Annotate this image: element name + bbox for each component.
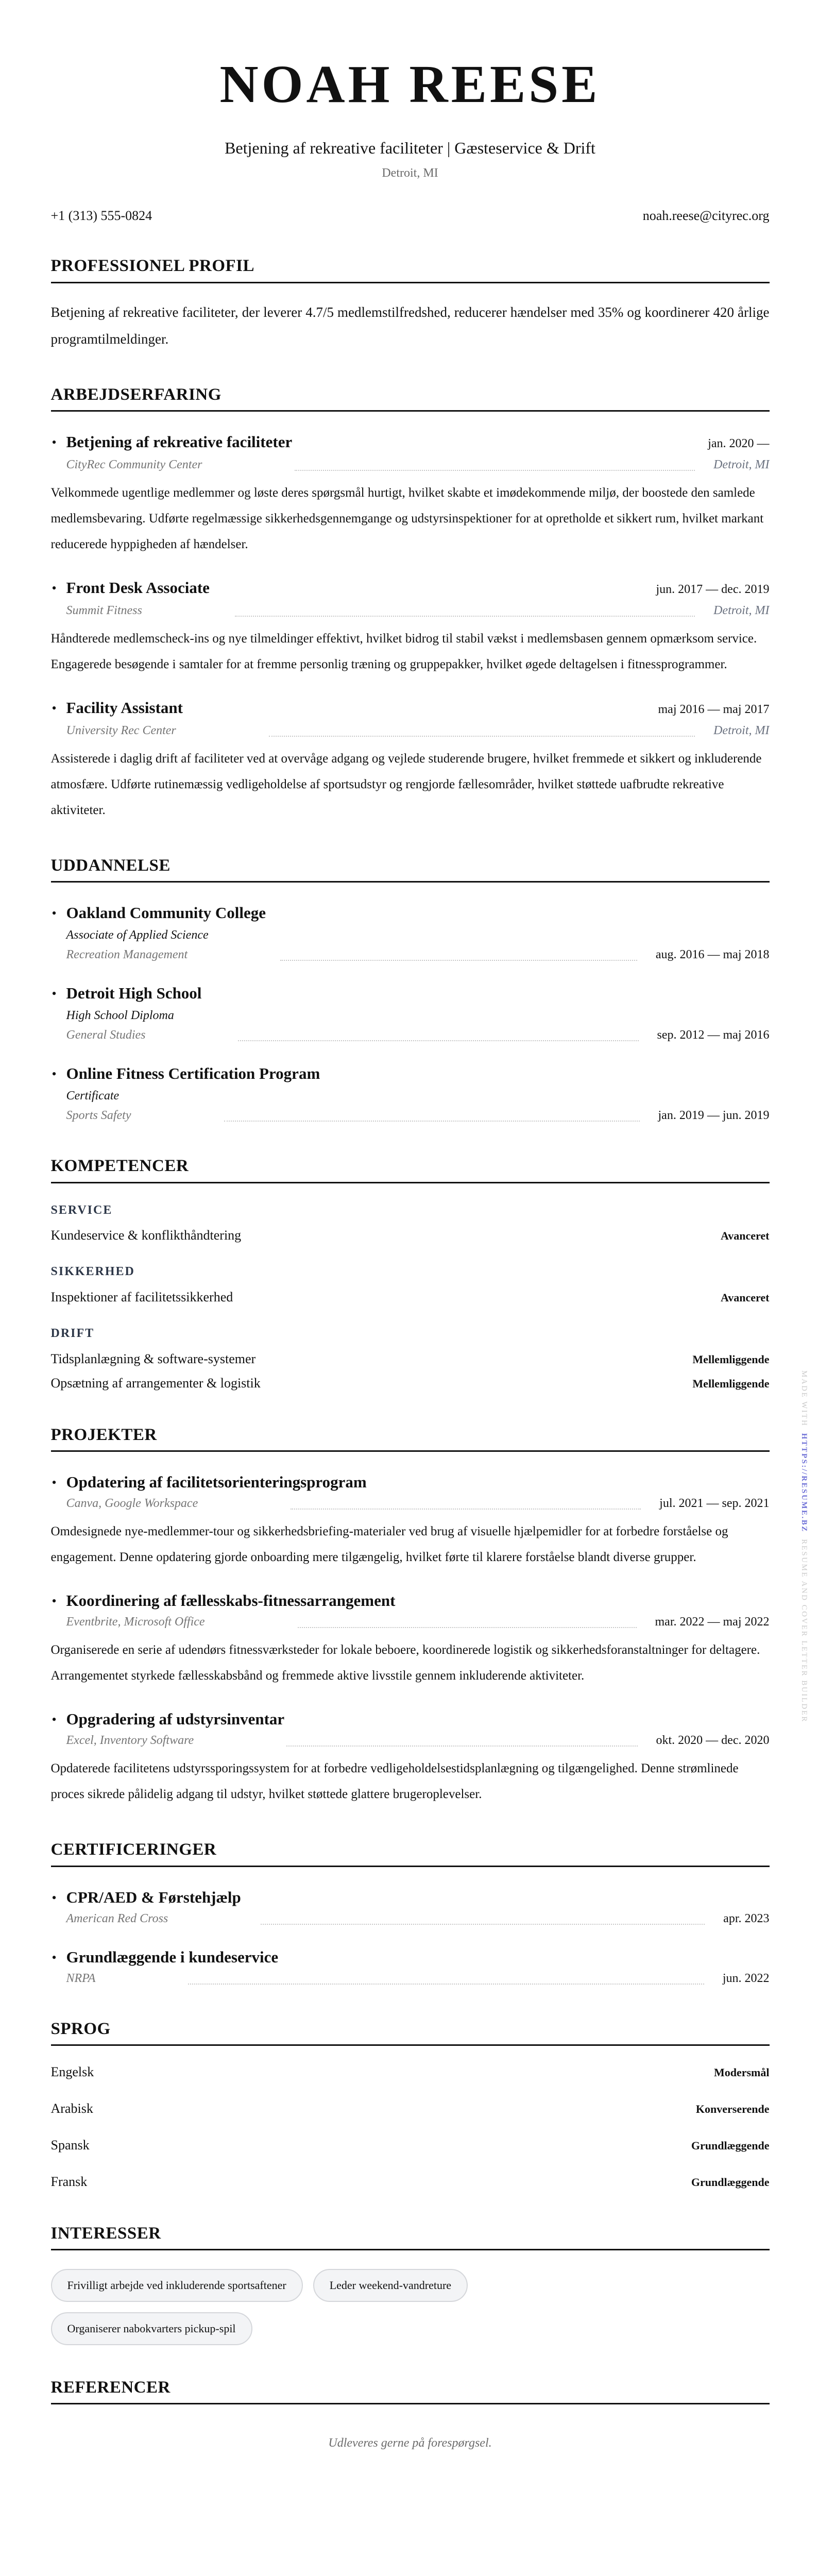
- phone-number[interactable]: +1 (313) 555-0824: [50, 208, 152, 224]
- contact-row: [51, 208, 770, 224]
- language-row: [51, 2137, 770, 2155]
- bullet-icon: •: [52, 434, 57, 450]
- job-description: Velkommede ugentlige medlemmer og løste deres spørgsmål hurtigt, hvilket skabte et imødekommende miljø, der boostede den samlede medlemsbevaring. Udførte regelmæssige sikkerhedsgennemgange og udstyrsinspektioner for at opretholde et sikkert rum, hvilket markant reducerede hyppigheden af hændelser.: [50, 485, 764, 551]
- language-level: Konverserende: [695, 2102, 770, 2115]
- dotted-leader: [298, 1627, 637, 1628]
- project-item: [51, 1591, 770, 1689]
- language-level: Modersmål: [713, 2065, 770, 2079]
- language-row: [51, 2173, 770, 2191]
- bullet-icon: •: [52, 1890, 57, 1905]
- language-row: [51, 2063, 770, 2081]
- skill-name: Inspektioner af facilitetssikkerhed: [50, 1290, 233, 1305]
- projects-section: [51, 1426, 770, 1807]
- school-name: Oakland Community College: [66, 904, 266, 922]
- job-location: Detroit, MI: [713, 723, 770, 737]
- experience-item: [51, 432, 770, 557]
- degree: High School Diploma: [66, 1009, 174, 1023]
- project-name: Koordinering af fællesskabs-fitnessarrangement: [66, 1591, 396, 1610]
- job-title: Front Desk Associate: [66, 578, 210, 597]
- bullet-icon: •: [52, 906, 57, 921]
- skill-name: Kundeservice & konflikthåndtering: [50, 1228, 242, 1243]
- dotted-leader: [238, 1040, 638, 1041]
- language-level: Grundlæggende: [691, 2139, 770, 2152]
- language-name: Fransk: [50, 2174, 88, 2189]
- degree: Associate of Applied Science: [66, 928, 209, 942]
- language-name: Engelsk: [50, 2064, 94, 2079]
- header-location: Detroit, MI: [382, 166, 438, 180]
- job-dates: maj 2016 — maj 2017: [658, 702, 770, 716]
- section-title-education: UDDANNELSE: [51, 856, 770, 883]
- section-title-interests: INTERESSER: [51, 2224, 770, 2250]
- skill-name: Opsætning af arrangementer & logistik: [50, 1375, 261, 1391]
- project-dates: mar. 2022 — maj 2022: [655, 1615, 770, 1629]
- skill-row: [51, 1375, 770, 1393]
- skill-name: Tidsplanlægning & software-systemer: [50, 1351, 256, 1366]
- headline: Betjening af rekreative faciliteter | Gæsteservice & Drift: [225, 139, 595, 157]
- skill-row: [51, 1350, 770, 1368]
- experience-item: [51, 578, 770, 677]
- skill-row: [51, 1289, 770, 1307]
- job-title: Facility Assistant: [66, 698, 183, 717]
- email-address[interactable]: noah.reese@cityrec.org: [642, 208, 770, 224]
- school-name: Detroit High School: [66, 984, 202, 1003]
- project-name: Opdatering af facilitetsorienteringsprogram: [66, 1473, 367, 1492]
- language-level: Grundlæggende: [691, 2175, 770, 2189]
- skill-category-service: SERVICE: [50, 1203, 113, 1217]
- dotted-leader: [291, 1509, 641, 1510]
- education-item: [51, 903, 770, 963]
- dotted-leader: [286, 1745, 637, 1747]
- bullet-icon: •: [52, 700, 57, 716]
- skill-level: Avanceret: [721, 1229, 770, 1243]
- certification-name: CPR/AED & Førstehjælp: [66, 1888, 241, 1906]
- watermark-link[interactable]: HTTPS://RESUME.BZ: [800, 1433, 808, 1533]
- watermark-suffix: RESUME AND COVER LETTER BUILDER: [800, 1539, 808, 1723]
- skill-row: [51, 1227, 770, 1245]
- job-title: Betjening af rekreative faciliteter: [66, 432, 293, 451]
- candidate-name: NOAH REESE: [219, 55, 601, 114]
- bullet-icon: •: [52, 580, 57, 596]
- section-title-certifications: CERTIFICERINGER: [51, 1840, 770, 1867]
- bullet-icon: •: [52, 1712, 57, 1727]
- bullet-icon: •: [52, 1475, 57, 1490]
- job-location: Detroit, MI: [713, 457, 770, 471]
- field-of-study: General Studies: [66, 1028, 146, 1042]
- dotted-leader: [235, 616, 695, 617]
- education-item: [51, 1064, 770, 1124]
- experience-item: [51, 698, 770, 823]
- skill-category-operations: DRIFT: [50, 1327, 95, 1341]
- certification-item: [51, 1947, 770, 1987]
- section-title-languages: SPROG: [51, 2020, 770, 2046]
- project-item: [51, 1472, 770, 1570]
- profile-summary: Betjening af rekreative faciliteter, der leverer 4.7/5 medlemstilfredshed, reducerer hændelser med 35% og koordinerer 420 årlige programtilmeldinger.: [50, 304, 770, 347]
- resume-page: [51, 0, 770, 2555]
- language-row: [51, 2100, 770, 2118]
- company-name: CityRec Community Center: [66, 457, 202, 471]
- job-description: Håndterede medlemscheck-ins og nye tilmeldinger effektivt, hvilket bidrog til stabil vækst i medlemsbasen gennem opmærksom service. Engagerede besøgende i samtaler for at fremme personlig træning og gruppepakker, hvilket øgede deltagelsen i fitnessprogrammer.: [50, 631, 757, 671]
- dotted-leader: [188, 1984, 704, 1985]
- certification-issuer: NRPA: [66, 1971, 96, 1985]
- education-dates: sep. 2012 — maj 2016: [657, 1028, 770, 1042]
- language-name: Spansk: [50, 2137, 90, 2153]
- bullet-icon: •: [52, 1066, 57, 1082]
- job-dates: jan. 2020 —: [708, 436, 770, 450]
- skill-level: Avanceret: [721, 1291, 770, 1304]
- skill-category-safety: SIKKERHED: [50, 1265, 135, 1279]
- project-description: Opdaterede facilitetens udstyrssporingssystem for at forbedre vedligeholdelsestidsplanlægning og tilgængelighed. Denne strømlinede proces sikrede pålidelig adgang til udstyr, hvilket støttede glattere brugeroplevelser.: [50, 1761, 739, 1802]
- dotted-leader: [280, 960, 637, 961]
- section-title-references: REFERENCER: [51, 2378, 770, 2404]
- project-tools: Eventbrite, Microsoft Office: [66, 1615, 205, 1629]
- dotted-leader: [269, 736, 695, 737]
- education-section: [51, 856, 770, 1124]
- company-name: University Rec Center: [66, 723, 176, 737]
- skills-section: [51, 1157, 770, 1393]
- project-dates: okt. 2020 — dec. 2020: [656, 1734, 770, 1748]
- references-section: [51, 2378, 770, 2451]
- resume-header: [51, 0, 770, 181]
- bullet-icon: •: [52, 986, 57, 1002]
- school-name: Online Fitness Certification Program: [66, 1064, 320, 1083]
- job-dates: jun. 2017 — dec. 2019: [656, 582, 770, 596]
- skill-level: Mellemliggende: [692, 1352, 770, 1366]
- watermark-prefix: MADE WITH: [800, 1370, 808, 1427]
- experience-section: [51, 385, 770, 823]
- language-list: [51, 2063, 770, 2191]
- section-title-projects: PROJEKTER: [51, 1426, 770, 1452]
- interest-tag: Organiserer nabokvarters pickup-spil: [51, 2312, 252, 2345]
- languages-section: [51, 2020, 770, 2191]
- field-of-study: Sports Safety: [66, 1109, 131, 1123]
- project-name: Opgradering af udstyrsinventar: [66, 1710, 285, 1728]
- skill-level: Mellemliggende: [692, 1377, 770, 1390]
- education-item: [51, 984, 770, 1043]
- project-dates: jul. 2021 — sep. 2021: [659, 1497, 770, 1511]
- project-item: [51, 1709, 770, 1807]
- interest-tag: Frivilligt arbejde ved inkluderende sportsaftener: [51, 2269, 303, 2302]
- project-tools: Canva, Google Workspace: [66, 1497, 198, 1511]
- section-title-experience: ARBEJDSERFARING: [51, 385, 770, 412]
- dotted-leader: [261, 1924, 705, 1925]
- section-title-profile: PROFESSIONEL PROFIL: [51, 257, 770, 283]
- project-tools: Excel, Inventory Software: [66, 1734, 194, 1748]
- interest-tags: [51, 2269, 618, 2345]
- degree: Certificate: [66, 1089, 120, 1103]
- certification-issuer: American Red Cross: [66, 1911, 168, 1925]
- dotted-leader: [224, 1121, 640, 1122]
- certification-date: apr. 2023: [723, 1911, 770, 1925]
- field-of-study: Recreation Management: [66, 948, 188, 962]
- bullet-icon: •: [52, 1594, 57, 1609]
- certification-date: jun. 2022: [722, 1971, 770, 1985]
- certification-name: Grundlæggende i kundeservice: [66, 1947, 279, 1966]
- language-name: Arabisk: [50, 2100, 93, 2116]
- interest-tag: Leder weekend-vandreture: [313, 2269, 468, 2302]
- profile-section: [51, 257, 770, 352]
- certification-item: [51, 1888, 770, 1927]
- references-note: Udleveres gerne på forespørgsel.: [328, 2436, 492, 2450]
- section-title-skills: KOMPETENCER: [51, 1157, 770, 1183]
- project-description: Organiserede en serie af udendørs fitnessværksteder for lokale beboere, koordinerede logistik og sikkerhedsforanstaltninger for deltagere. Arrangementet styrkede fællesskabsbånd og fremmede aktive livsstile gennem inkluderende aktiviteter.: [50, 1643, 760, 1683]
- dotted-leader: [295, 470, 695, 471]
- education-dates: aug. 2016 — maj 2018: [655, 948, 770, 962]
- education-dates: jan. 2019 — jun. 2019: [658, 1109, 770, 1123]
- company-name: Summit Fitness: [66, 603, 142, 617]
- bullet-icon: •: [52, 1950, 57, 1965]
- certifications-section: [51, 1840, 770, 1986]
- job-location: Detroit, MI: [713, 603, 770, 617]
- interests-section: [51, 2224, 770, 2345]
- job-description: Assisterede i daglig drift af faciliteter ved at overvåge adgang og vejlede studerende brugere, hvilket fremmede et sikkert og inkluderende atmosfære. Udførte rutinemæssig vedligeholdelse af sportsudstyr og rengjorde fællesområder, hvilket støttede uafbrudte rekreative aktiviteter.: [50, 751, 762, 817]
- project-description: Omdesignede nye-medlemmer-tour og sikkerhedsbriefing-materialer ved brug af visuelle hjælpemidler for at forbedre forståelse og engagement. Denne opdatering gjorde onboarding mere tilgængelig, hvilket førte til klarere forståelse blandt diverse grupper.: [50, 1524, 728, 1565]
- made-with-watermark: [799, 1370, 808, 1723]
